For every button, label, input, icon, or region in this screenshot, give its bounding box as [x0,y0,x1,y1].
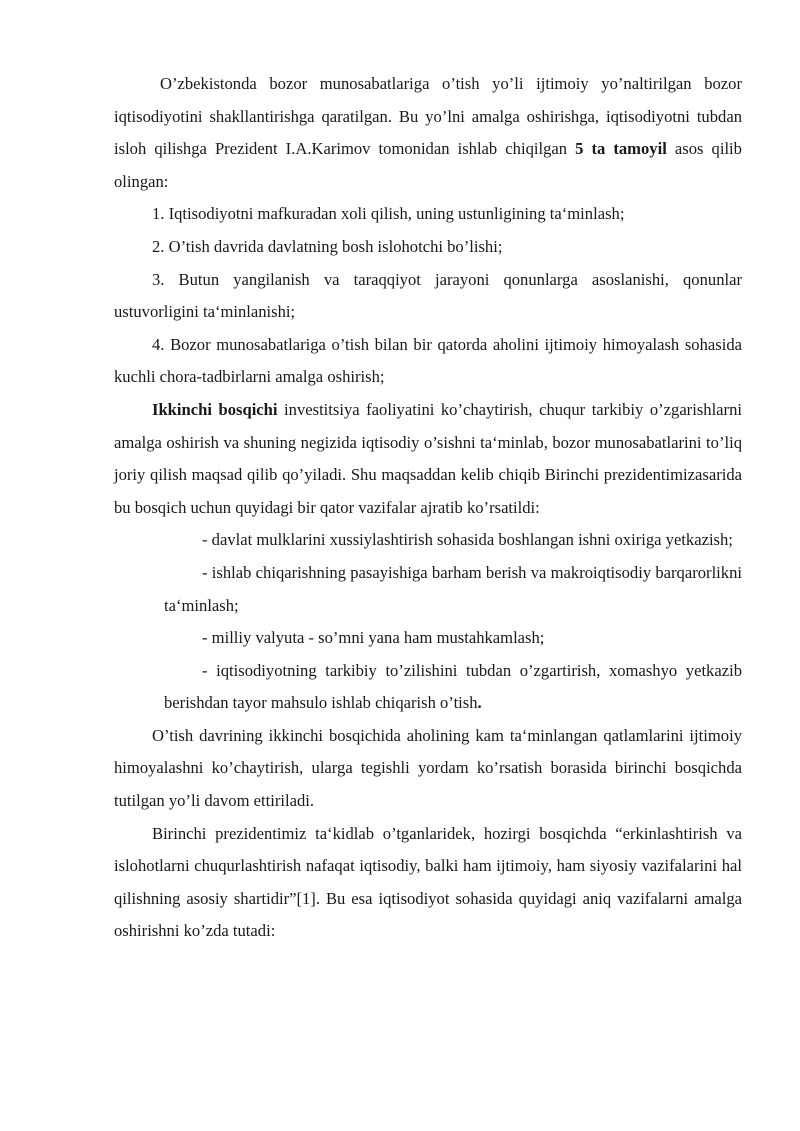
principle-3: 3. Butun yangilanish va taraqqiyot jarayoni qonunlarga asoslanishi, qonunlar ustuvorligini ta‘minlanishi; [114,269,742,322]
social-paragraph: O’tish davrining ikkinchi bosqichida aholining kam ta‘minlangan qatlamlarini ijtimoiy himoyalashni ko’chaytirish, ularga tegishli yordam ko’rsatish borasida birinchi bosqichda tutilgan yo’li davom ettiriladi. [114,725,742,811]
principle-2: 2. O’tish davrida davlatning bosh islohotchi bo’lishi; [152,236,503,256]
task-item-1: - davlat mulklarini xussiylashtirish sohasida boshlangan ishni oxiriga yetkazish; [202,530,733,550]
principle-1: 1. Iqtisodiyotni mafkuradan xoli qilish, uning ustunligining ta‘minlash; [152,204,625,224]
principle-4: 4. Bozor munosabatlariga o’tish bilan bir qatorda aholini ijtimoiy himoyalash sohasida kuchli chora-tadbirlarni amalga oshirish; [114,334,742,387]
intro-text: O’zbekistonda bozor munosabatlariga o’tish yo’li ijtimoiy yo’naltirilgan bozor iqtisodiyotini shakllantirishga qaratilgan. Bu yo’lni amalga oshirishga, iqtisodiyotni tubdan isloh qilishga Prezident I.A.Karimov tomonidan ishlab chiqilgan [114,74,742,159]
task-item-4 [114,655,742,720]
intro-end-text: asos qilib olingan: [114,139,742,191]
intro-paragraph [114,68,742,198]
intro-bold-text: 5 ta tamoyil [575,139,667,159]
task-item-4-end: . [477,693,482,713]
stage2-bold-text: Ikkinchi bosqichi [152,399,278,419]
task-item-4-text: - iqtisodiyotning tarkibiy to’zilishini tubdan o’zgartirish, xomashyo yetkazib berishdan tayor mahsulo ishlab chiqarish o’tish [164,660,742,713]
task-item-3: - milliy valyuta - so’mni yana ham mustahkamlash; [202,628,545,648]
quote-paragraph: Birinchi prezidentimiz ta‘kidlab o’tganlaridek, hozirgi bosqichda “erkinlashtirish va islohotlarni chuqurlashtirish nafaqat iqtisodiy, balki ham ijtimoiy, ham siyosiy vazifalarini hal qilishning asosiy shartidir”[1]. Bu esa iqtisodiyot sohasida quyidagi aniq vazifalarni amalga oshirishni ko’zda tutadi: [114,823,742,941]
stage2-text: investitsiya faoliyatini ko’chaytirish, chuqur tarkibiy o’zgarishlarni amalga oshirish va shuning negizida iqtisodiy o’sishni ta‘minlab, bozor munosabatlarini to’liq joriy qilish maqsad qilib qo’yiladi. Shu maqsaddan kelib chiqib Birinchi prezidentimizasarida bu bosqich uchun quyidagi bir qator vazifalar ajratib ko’rsatildi: [114,399,742,517]
task-item-2: - ishlab chiqarishning pasayishiga barham berish va makroiqtisodiy barqarorlikni ta‘minlash; [164,562,742,615]
stage2-paragraph [114,394,742,524]
